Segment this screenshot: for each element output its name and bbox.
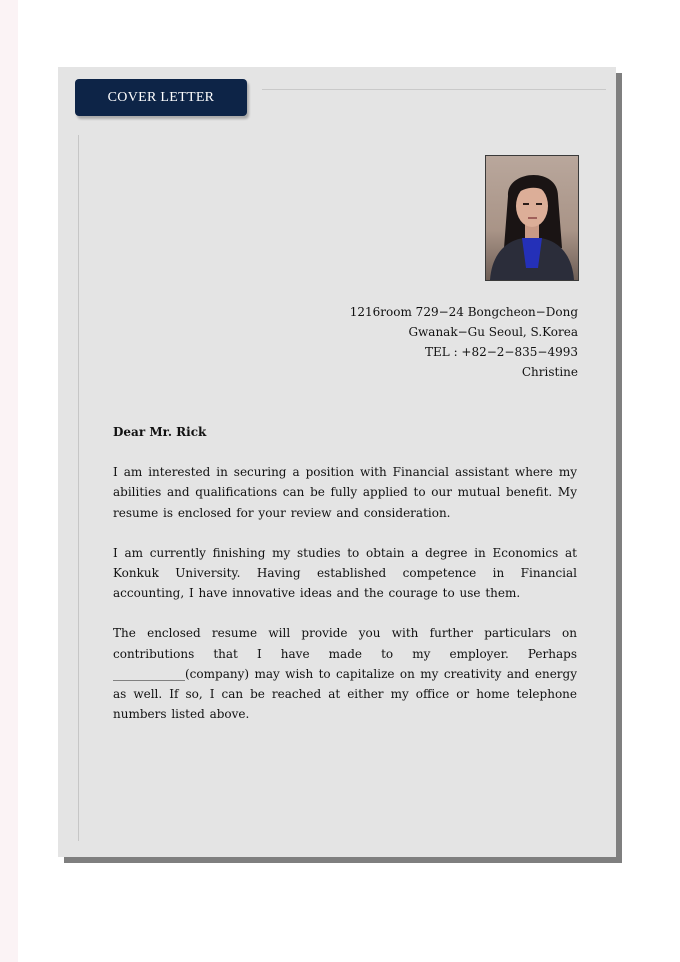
paragraph-3: The enclosed resume will provide you with further particulars on contributions that I have made to my employer. Perhaps ____________(company) may wish to capitalize on my creativity and energy as well. If so, I can be reached at either my office or home telephone numbers listed above. xyxy=(113,626,577,722)
left-margin-strip xyxy=(0,0,18,962)
address-line-2: Gwanak−Gu Seoul, S.Korea xyxy=(408,325,578,339)
salutation: Dear Mr. Rick xyxy=(113,425,207,439)
cover-letter-title: COVER LETTER xyxy=(75,79,247,116)
portrait-photo xyxy=(486,156,578,280)
paragraph-2: I am currently finishing my studies to obtain a degree in Economics at Konkuk University. Having established competence in Financial accounting, I have innovative ideas and the courage to use them. xyxy=(113,545,577,601)
sender-name: Christine xyxy=(521,365,578,379)
phone-number: TEL : +82−2−835−4993 xyxy=(425,345,578,359)
cover-letter-page xyxy=(58,67,616,857)
left-margin-line xyxy=(78,135,79,841)
person-portrait-icon xyxy=(485,155,579,281)
sender-address-block xyxy=(258,302,578,382)
letter-body xyxy=(113,422,577,744)
paragraph-1: I am interested in securing a position with Financial assistant where my abilities and qualifications can be fully applied to our mutual benefit. My resume is enclosed for your review and consideration. xyxy=(113,465,577,520)
address-line-1: 1216room 729−24 Bongcheon−Dong xyxy=(349,305,578,319)
title-divider xyxy=(262,89,606,90)
